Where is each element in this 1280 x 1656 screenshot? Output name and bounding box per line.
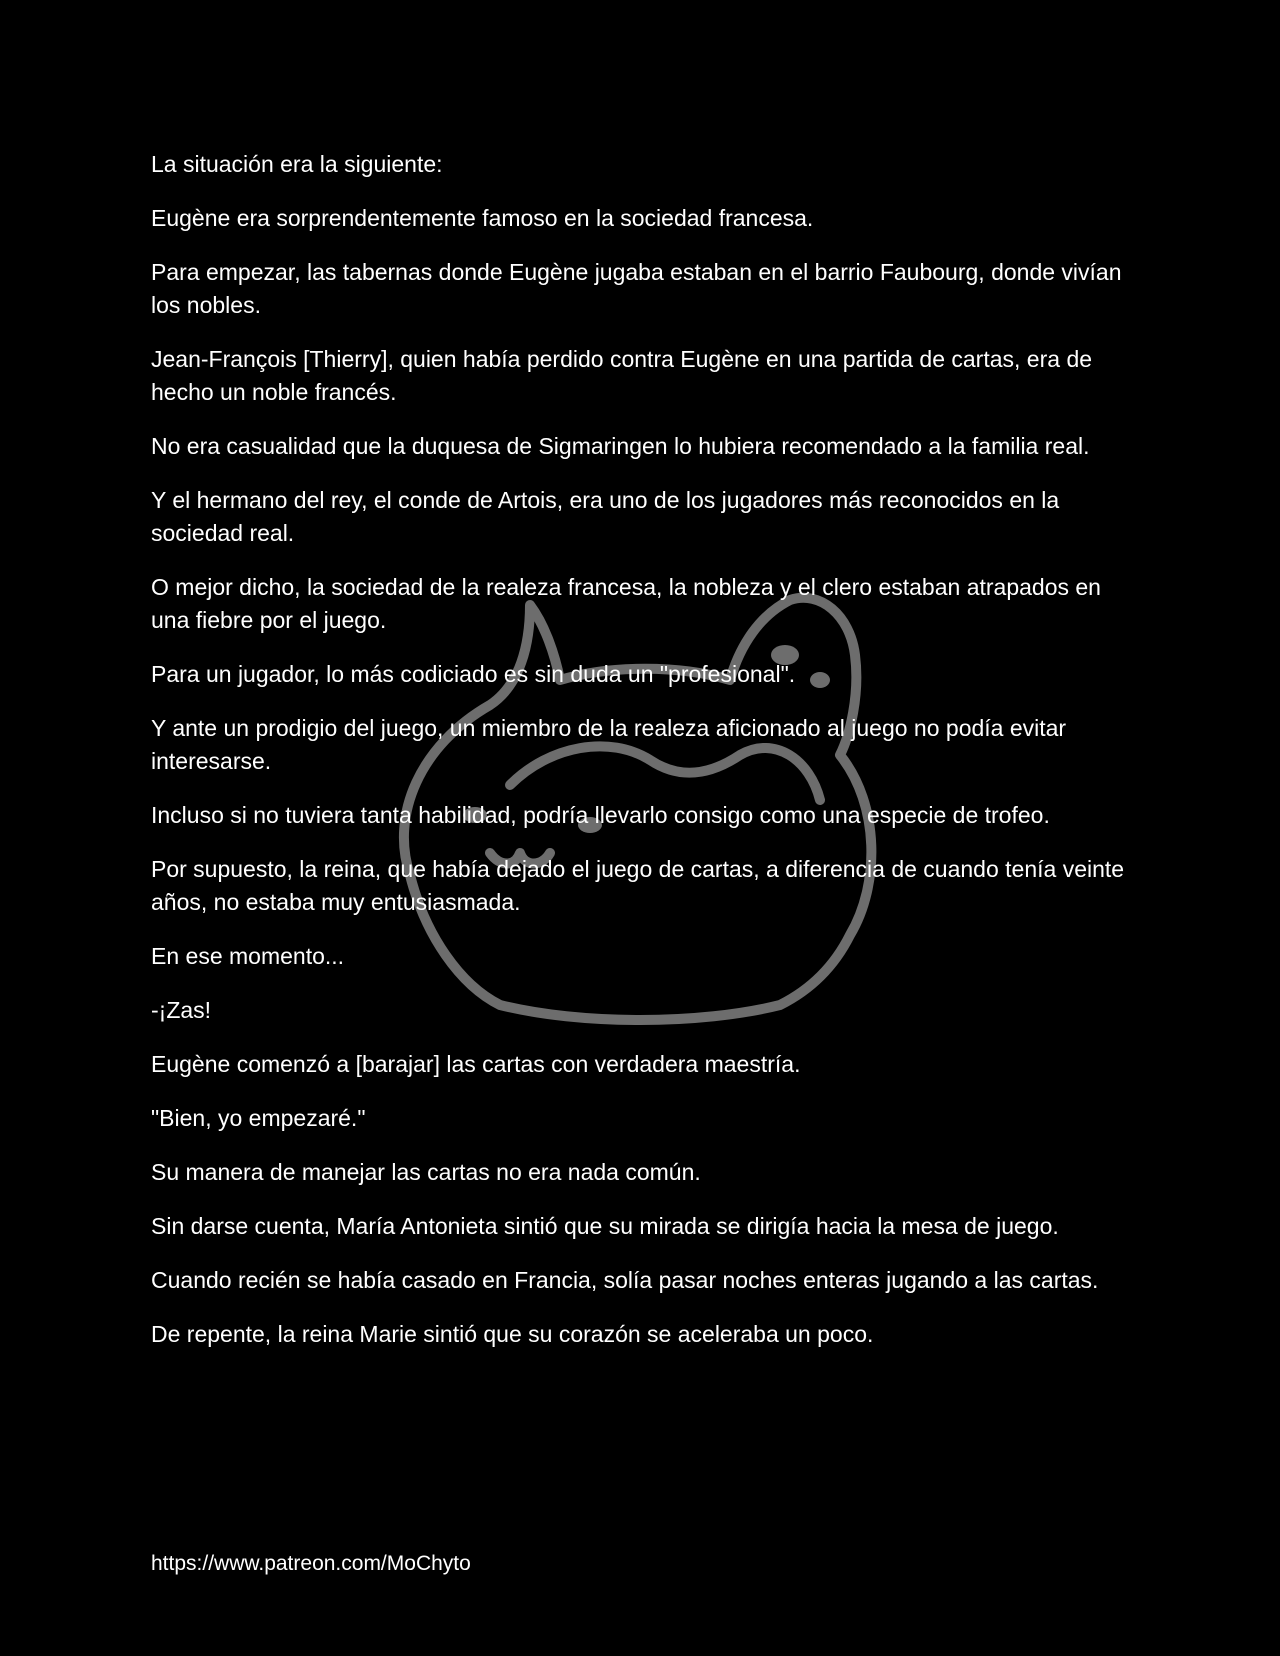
story-text: [151, 148, 1131, 1372]
paragraph: Incluso si no tuviera tanta habilidad, podría llevarlo consigo como una especie de trofeo.: [151, 802, 1050, 828]
paragraph: O mejor dicho, la sociedad de la realeza francesa, la nobleza y el clero estaban atrapados en una fiebre por el juego.: [151, 574, 1101, 633]
paragraph: Y ante un prodigio del juego, un miembro de la realeza aficionado al juego no podía evitar interesarse.: [151, 715, 1067, 774]
paragraph: Por supuesto, la reina, que había dejado el juego de cartas, a diferencia de cuando tenía veinte años, no estaba muy entusiasmada.: [151, 856, 1125, 915]
paragraph: Sin darse cuenta, María Antonieta sintió que su mirada se dirigía hacia la mesa de juego.: [151, 1213, 1059, 1239]
paragraph: La situación era la siguiente:: [151, 151, 443, 177]
paragraph: En ese momento...: [151, 943, 345, 969]
patreon-link[interactable]: https://www.patreon.com/MoChyto: [151, 1552, 471, 1575]
paragraph: De repente, la reina Marie sintió que su corazón se aceleraba un poco.: [151, 1321, 874, 1347]
paragraph: No era casualidad que la duquesa de Sigmaringen lo hubiera recomendado a la familia real.: [151, 433, 1090, 459]
paragraph: Su manera de manejar las cartas no era nada común.: [151, 1159, 701, 1185]
paragraph: "Bien, yo empezaré.": [151, 1105, 366, 1131]
paragraph: Jean-François [Thierry], quien había perdido contra Eugène en una partida de cartas, era de hecho un noble francés.: [151, 346, 1093, 405]
paragraph: Cuando recién se había casado en Francia, solía pasar noches enteras jugando a las cartas.: [151, 1267, 1099, 1293]
paragraph: Eugène comenzó a [barajar] las cartas con verdadera maestría.: [151, 1051, 801, 1077]
paragraph: Eugène era sorprendentemente famoso en la sociedad francesa.: [151, 205, 814, 231]
paragraph: Para un jugador, lo más codiciado es sin duda un "profesional".: [151, 661, 796, 687]
paragraph: -¡Zas!: [151, 997, 212, 1023]
paragraph: Y el hermano del rey, el conde de Artois, era uno de los jugadores más reconocidos en la sociedad real.: [151, 487, 1060, 546]
paragraph: Para empezar, las tabernas donde Eugène jugaba estaban en el barrio Faubourg, donde vivían los nobles.: [151, 259, 1122, 318]
